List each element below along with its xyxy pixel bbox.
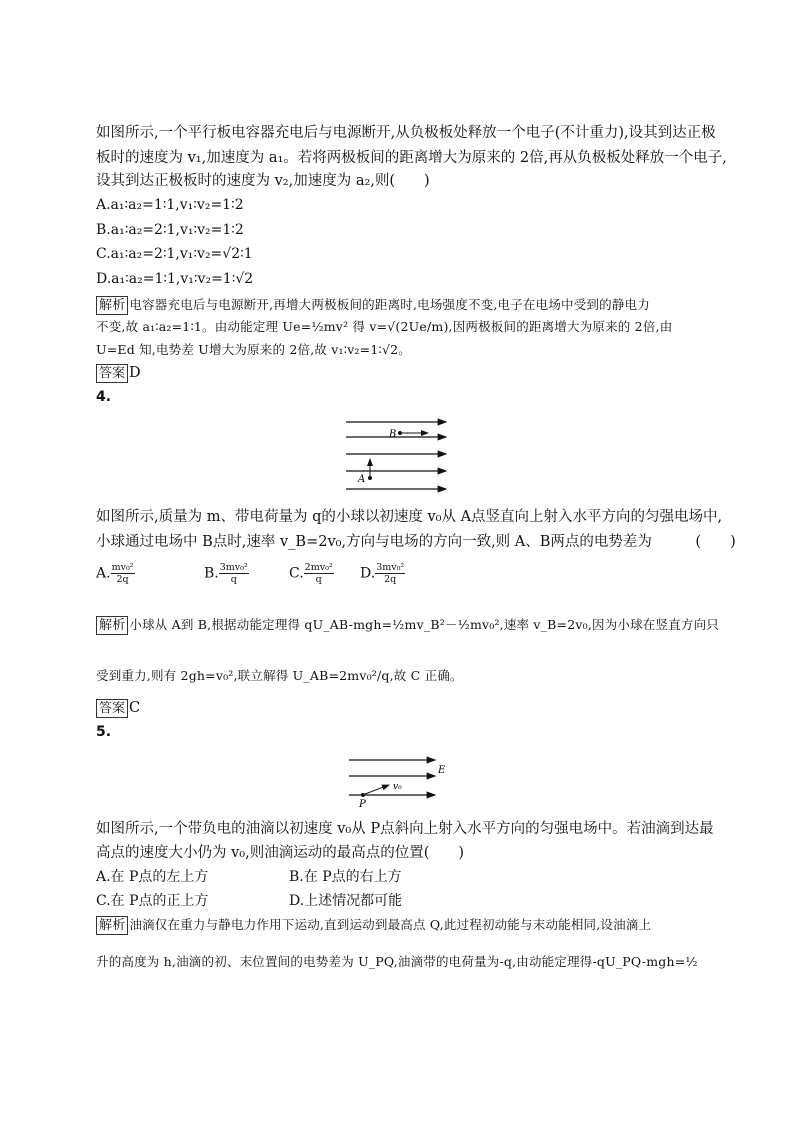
q4-analysis-line-1 — [96, 615, 719, 635]
q4-option-a — [96, 562, 135, 585]
point-b-label: B — [389, 429, 397, 440]
q3-analysis-text-1: 电容器充电后与电源断开,再增大两极板间的距离时,电场强度不变,电子在电场中受到的静电力 — [129, 297, 650, 312]
q4-number: 4. — [96, 389, 112, 405]
q3-answer: D — [129, 365, 141, 381]
point-a-dot — [368, 476, 372, 480]
q4-answer: C — [129, 700, 141, 716]
q4-option-c — [289, 562, 334, 585]
q5-option-a: A.在 P点的左上方 — [96, 869, 209, 885]
velocity-arrow — [365, 785, 389, 794]
q3-option-a: A.a₁∶a₂=1∶1,v₁∶v₂=1∶2 — [96, 197, 244, 213]
analysis-tag: 解析 — [96, 916, 128, 935]
field-e-label: E — [438, 765, 446, 776]
fraction-numerator: 2mv₀² — [304, 562, 333, 573]
fraction — [375, 562, 405, 585]
q4-answer-line — [96, 698, 140, 718]
option-letter: B. — [204, 565, 219, 582]
q4-option-b — [204, 562, 249, 585]
q3-stem-line-2: 板时的速度为 v₁,加速度为 a₁。若将两极板间的距离增大为原来的 2倍,再从负极板处释放一个电子, — [96, 150, 727, 166]
velocity-label: v₀ — [393, 782, 402, 792]
q3-option-d: D.a₁∶a₂=1∶1,v₁∶v₂=1∶√2 — [96, 271, 254, 287]
answer-tag: 答案 — [96, 364, 128, 383]
option-letter: C. — [289, 565, 304, 582]
q4-field-diagram — [340, 413, 452, 495]
q5-option-c: C.在 P点的正上方 — [96, 893, 209, 909]
fraction-denominator: 2q — [384, 574, 397, 585]
q5-stem-line-2: 高点的速度大小仍为 v₀,则油滴运动的最高点的位置( ) — [96, 845, 465, 861]
q5-analysis-text-1: 油滴仅在重力与静电力作用下运动,直到运动到最高点 Q,此过程初动能与末动能相同,设油滴上 — [129, 917, 652, 932]
fraction — [304, 562, 334, 585]
q5-analysis-line-1 — [96, 915, 651, 935]
point-a-label: A — [358, 474, 366, 485]
fraction-denominator: 2q — [116, 574, 129, 585]
answer-tag: 答案 — [96, 699, 128, 718]
q4-stem-line-2: 小球通过电场中 B点时,速率 v_B=2v₀,方向与电场的方向一致,则 A、B两点的电势差为 ( ) — [96, 534, 736, 550]
option-letter: A. — [96, 565, 111, 582]
q5-option-d: D.上述情况都可能 — [289, 893, 403, 909]
fraction-denominator: q — [315, 574, 322, 585]
point-p-label: P — [359, 799, 366, 808]
fraction — [111, 562, 135, 585]
q4-analysis-text-1: 小球从 A到 B,根据动能定理得 qU_AB-mgh=½mv_B²－½mv₀²,速率 v_B=2v₀,因为小球在竖直方向只 — [129, 617, 719, 632]
q4-analysis-line-2: 受到重力,则有 2gh=v₀²,联立解得 U_AB=2mv₀²/q,故 C 正确。 — [96, 668, 463, 683]
fraction-numerator: 3mv₀² — [376, 562, 405, 573]
option-letter: D. — [360, 565, 376, 582]
q3-analysis-line-3: U=Ed 知,电势差 U增大为原来的 2倍,故 v₁∶v₂=1∶√2。 — [96, 342, 411, 357]
point-b-dot — [398, 431, 402, 435]
q3-option-b: B.a₁∶a₂=2∶1,v₁∶v₂=1∶2 — [96, 222, 244, 238]
fraction — [219, 562, 249, 585]
q5-analysis-line-2: 升的高度为 h,油滴的初、末位置间的电势差为 U_PQ,油滴带的电荷量为-q,由动能定理得-qU_PQ-mgh=½ — [96, 954, 698, 969]
q4-stem-line-1: 如图所示,质量为 m、带电荷量为 q的小球以初速度 v₀从 A点竖直向上射入水平方向的匀强电场中, — [96, 509, 723, 525]
q5-option-b: B.在 P点的右上方 — [289, 869, 402, 885]
fraction-numerator: mv₀² — [111, 562, 134, 573]
analysis-tag: 解析 — [96, 616, 128, 635]
q3-answer-line — [96, 363, 141, 383]
q5-field-diagram — [343, 752, 451, 808]
fraction-denominator: q — [230, 574, 237, 585]
q5-number: 5. — [96, 724, 112, 740]
q5-stem-line-1: 如图所示,一个带负电的油滴以初速度 v₀从 P点斜向上射入水平方向的匀强电场中。若油滴到达最 — [96, 821, 714, 837]
point-p-dot — [361, 793, 365, 797]
fraction-numerator: 3mv₀² — [219, 562, 248, 573]
analysis-tag: 解析 — [96, 296, 128, 315]
q4-option-d — [360, 562, 405, 585]
q3-option-c: C.a₁∶a₂=2∶1,v₁∶v₂=√2∶1 — [96, 246, 253, 262]
q3-stem-line-1: 如图所示,一个平行板电容器充电后与电源断开,从负极板处释放一个电子(不计重力),设其到达正极 — [96, 125, 716, 141]
q4-options — [96, 562, 696, 592]
q3-analysis-line-2: 不变,故 a₁∶a₂=1∶1。由动能定理 Ue=½mv² 得 v=√(2Ue/m),因两极板间的距离增大为原来的 2倍,由 — [96, 319, 673, 334]
q3-stem-line-3: 设其到达正极板时的速度为 v₂,加速度为 a₂,则( ) — [96, 173, 430, 189]
